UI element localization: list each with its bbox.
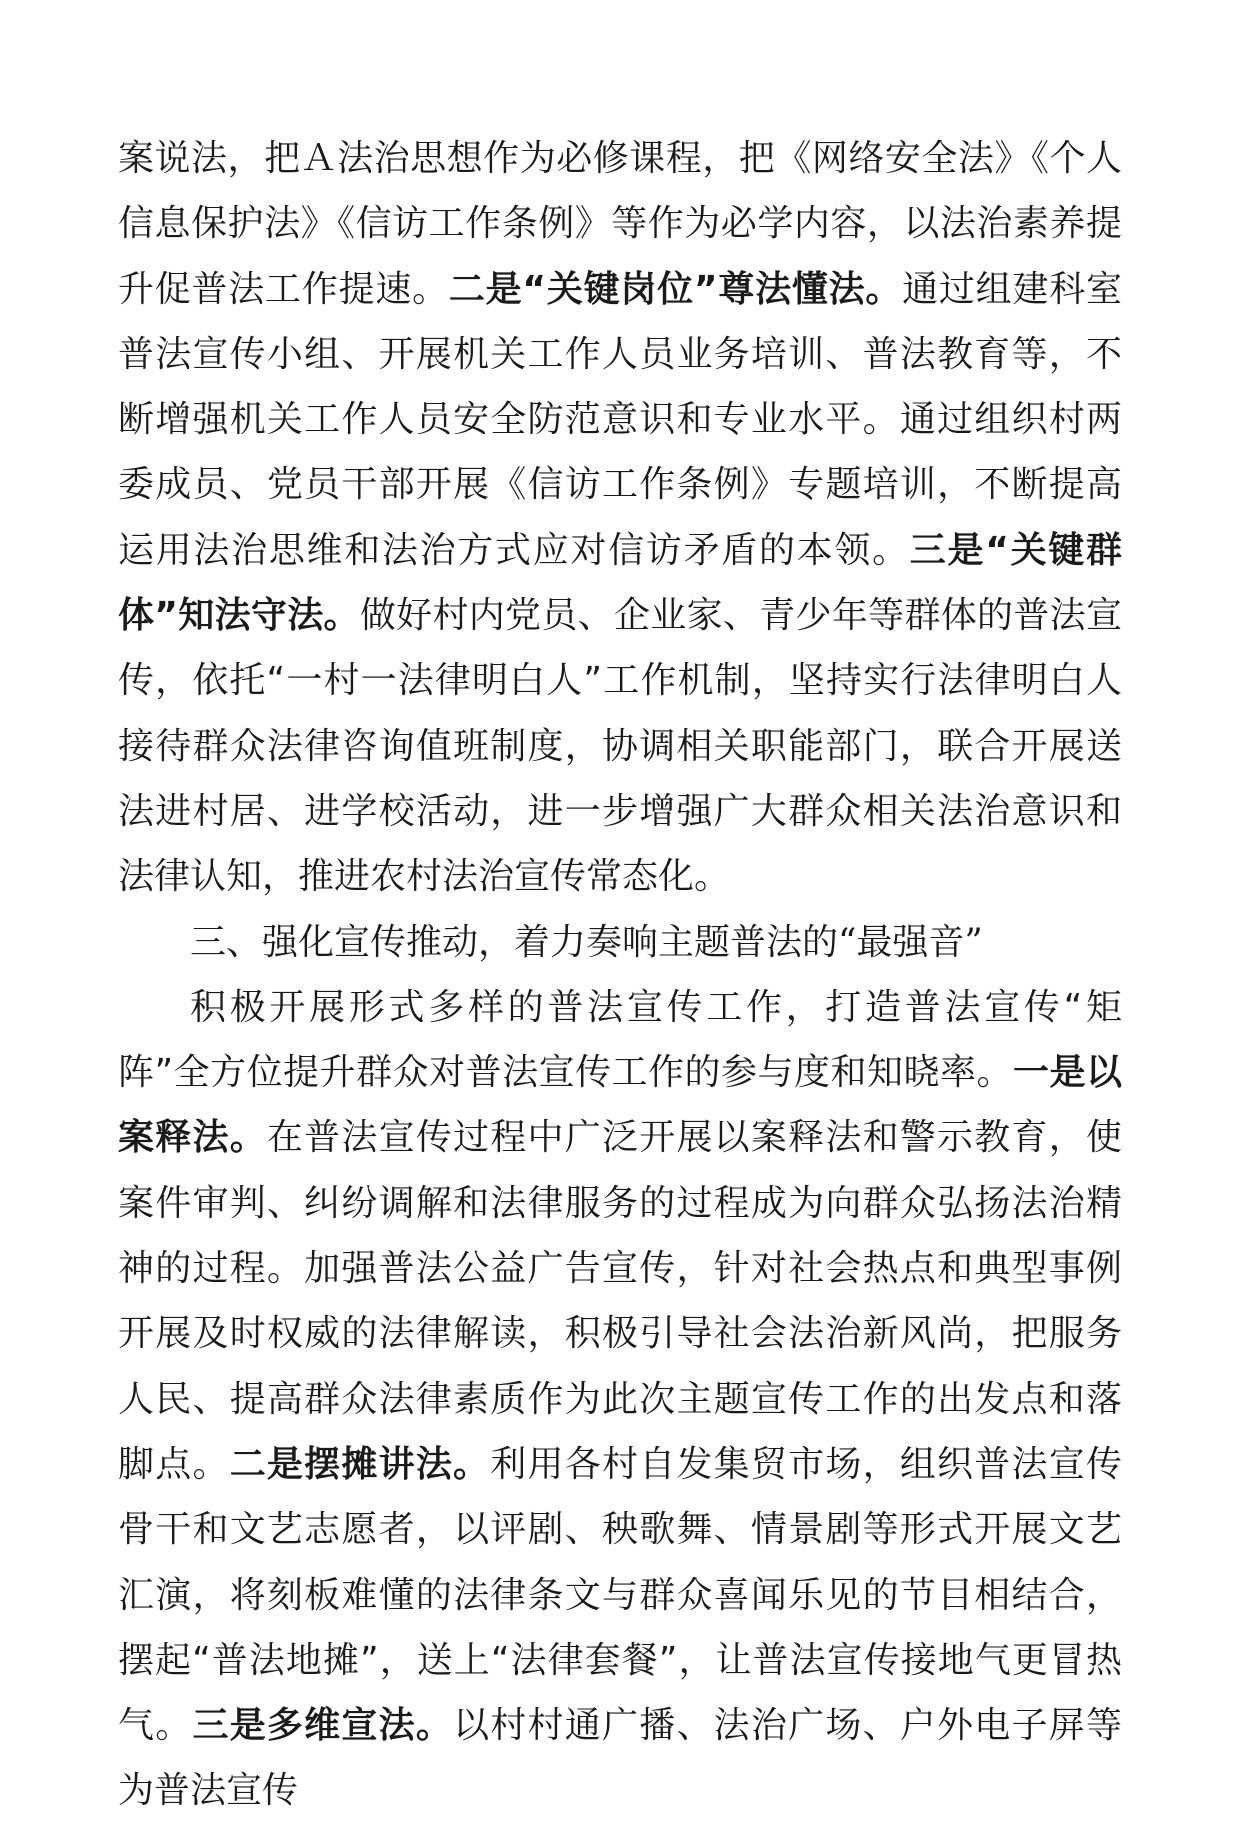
paragraph-2-bold-run-case-law: 一是以案释法。	[118, 1052, 1122, 1159]
document-body	[118, 126, 1122, 1824]
body-paragraph-continued	[118, 126, 1122, 910]
body-paragraph	[118, 975, 1122, 1824]
paragraph-1-text-run: 做好村内党员、企业家、青少年等群体的普法宣传，依托“一村一法律明白人”工作机制，坚持实行法律明白人接待群众法律咨询值班制度，协调相关职能部门，联合开展送法进村居、进学校活动，进一步增强广大群众相关法治意识和法律认知，推进农村法治宣传常态化。	[118, 595, 1122, 898]
paragraph-2-text-run: 利用各村自发集贸市场，组织普法宣传骨干和文艺志愿者，以评剧、秧歌舞、情景剧等形式开展文艺汇演，将刻板难懂的法律条文与群众喜闻乐见的节目相结合，摆起“普法地摊”，送上“法律套餐”，让普法宣传接地气更冒热气。	[118, 1443, 1122, 1747]
paragraph-2-text-run: 以村村通广播、法治广场、户外电子屏等为普法宣传	[118, 1705, 1122, 1812]
section-heading: 三、强化宣传推动，着力奏响主题普法的“最强音”	[190, 921, 983, 963]
paragraph-2-bold-run-multi-dimension: 三是多维宣法。	[192, 1705, 454, 1747]
paragraph-1-bold-run-key-posts: 二是“关键岗位”尊法懂法。	[448, 268, 903, 310]
paragraph-1-text-run: 通过组建科室普法宣传小组、开展机关工作人员业务培训、普法教育等，不断增强机关工作人员安全防范意识和专业水平。通过组织村两委成员、党员干部开展《信访工作条例》专题培训，不断提高运用法治思维和法治方式应对信访矛盾的本领。	[118, 268, 1122, 571]
paragraph-2-bold-run-stall-law: 二是摆摊讲法。	[229, 1443, 491, 1485]
paragraph-1-bold-run-key-groups: 三是“关键群体”知法守法。	[118, 529, 1122, 637]
paragraph-1-text-run: 案说法，把Ａ法治思想作为必修课程，把《网络安全法》《个人信息保护法》《信访工作条例》等作为必学内容，以法治素养提升促普法工作提速。	[118, 138, 1122, 310]
paragraph-2-text-run: 在普法宣传过程中广泛开展以案释法和警示教育，使案件审判、纠纷调解和法律服务的过程成为向群众弘扬法治精神的过程。加强普法公益广告宣传，针对社会热点和典型事例开展及时权威的法律解读，积极引导社会法治新风尚，把服务人民、提高群众法律素质作为此次主题宣传工作的出发点和落脚点。	[118, 1117, 1122, 1485]
paragraph-2-text-run: 积极开展形式多样的普法宣传工作，打造普法宣传“矩阵”全方位提升群众对普法宣传工作的参与度和知晓率。	[118, 986, 1122, 1094]
